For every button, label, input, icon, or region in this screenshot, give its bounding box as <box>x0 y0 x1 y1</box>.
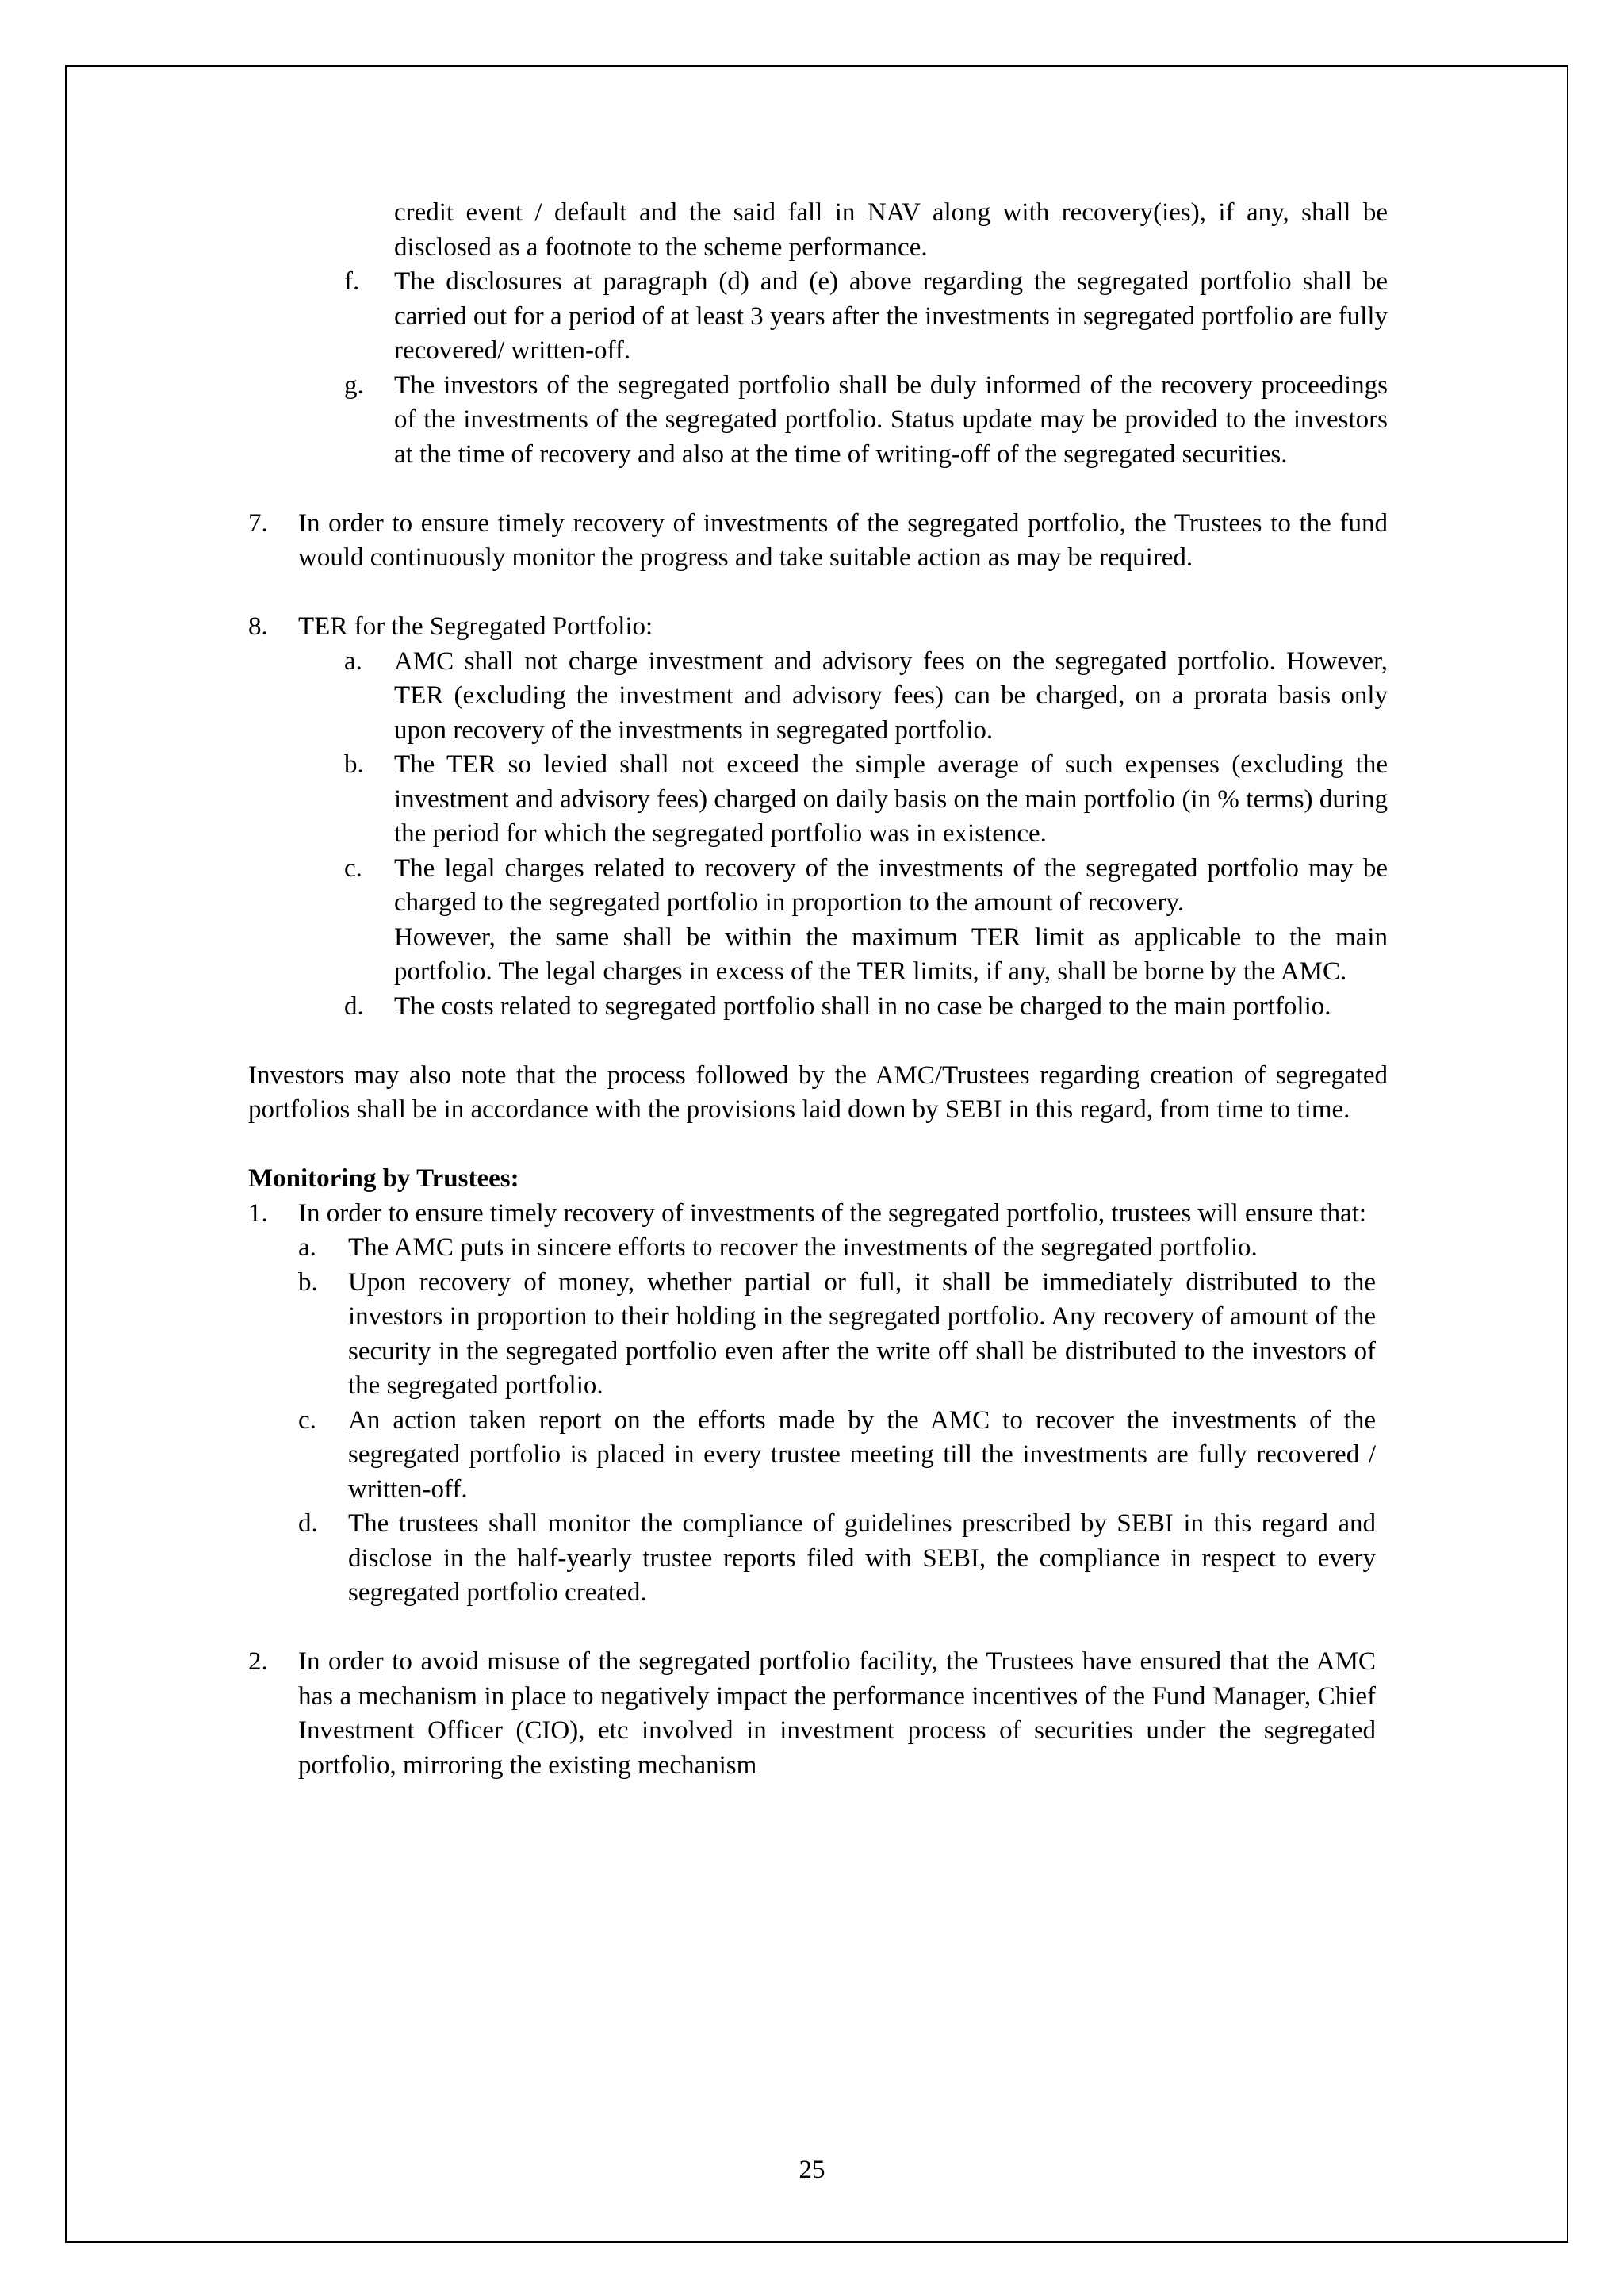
list-text: The disclosures at paragraph (d) and (e) above regarding the segregated portfolio shall be carried out for a period of at least 3 years after the investments in segregated portfolio are fully recovered/ written-off. <box>394 267 1388 365</box>
ter-item-c <box>248 852 1388 990</box>
monitoring-subitem-a <box>248 1231 1376 1266</box>
page-number: 25 <box>799 2156 825 2184</box>
list-text: In order to avoid misuse of the segregated portfolio facility, the Trustees have ensured that the AMC has a mechanism in place to negatively impact the performance incentives of the Fund Manager, Chief Investment Officer (CIO), etc involved in investment process of securities under the segregated portfolio, mirroring the existing mechanism <box>298 1647 1376 1780</box>
list-marker: b. <box>298 1267 318 1297</box>
list-text: AMC shall not charge investment and advisory fees on the segregated portfolio. However, TER (excluding the investment and advisory fees) can be charged, on a prorata basis only upon recovery of the investments in segregated portfolio. <box>394 646 1388 745</box>
list-text: Upon recovery of money, whether partial or full, it shall be immediately distributed to the investors in proportion to their holding in the segregated portfolio. Any recovery of amount of the security in the segregated portfolio even after the write off shall be distributed to the investors of the segregated portfolio. <box>348 1267 1376 1400</box>
investors-note-paragraph: Investors may also note that the process followed by the AMC/Trustees regarding creation of segregated portfolios shall be in accordance with the provisions laid down by SEBI in this regard, from time to time. <box>248 1060 1388 1124</box>
monitoring-item-1 <box>248 1197 1376 1232</box>
list-marker: 1. <box>248 1198 268 1228</box>
list-marker: 2. <box>248 1647 268 1676</box>
list-marker: 7. <box>248 508 268 538</box>
ter-item-b <box>248 748 1388 852</box>
document-body <box>248 196 1388 1783</box>
list-text-continuation: However, the same shall be within the maximum TER limit as applicable to the main portfolio. The legal charges in excess of the TER limits, if any, shall be borne by the AMC. <box>394 922 1388 986</box>
list-marker: b. <box>344 750 364 779</box>
monitoring-subitem-b <box>248 1266 1376 1404</box>
list-item-f <box>248 265 1388 369</box>
list-marker: d. <box>298 1509 318 1538</box>
list-text: In order to ensure timely recovery of investments of the segregated portfolio, the Trustees to the fund would continuously monitor the progress and take suitable action as may be required. <box>298 508 1388 572</box>
list-text: The investors of the segregated portfolio shall be duly informed of the recovery proceedings of the investments of the segregated portfolio. Status update may be provided to the investors at the time of recovery and also at the time of writing-off of the segregated securities. <box>394 370 1388 469</box>
list-marker: f. <box>344 267 360 296</box>
monitoring-subitem-c <box>248 1404 1376 1508</box>
list-text: An action taken report on the efforts made by the AMC to recover the investments of the segregated portfolio is placed in every trustee meeting till the investments are fully recovered / written-off. <box>348 1405 1376 1504</box>
list-item-g <box>248 369 1388 473</box>
list-text: TER for the Segregated Portfolio: <box>298 612 653 641</box>
monitoring-item-2 <box>248 1645 1376 1783</box>
list-marker: a. <box>344 646 362 676</box>
continuation-paragraph: credit event / default and the said fall in NAV along with recovery(ies), if any, shall be disclosed as a footnote to the scheme performance. <box>394 198 1388 262</box>
list-marker: 8. <box>248 612 268 641</box>
list-marker: c. <box>344 853 362 883</box>
monitoring-heading: Monitoring by Trustees: <box>248 1164 519 1193</box>
list-text: The costs related to segregated portfolio shall in no case be charged to the main portfolio. <box>394 991 1331 1021</box>
list-text: The trustees shall monitor the compliance of guidelines prescribed by SEBI in this regard and disclose in the half-yearly trustee reports filed with SEBI, the compliance in respect to every segregated portfolio created. <box>348 1509 1376 1607</box>
list-text: The TER so levied shall not exceed the simple average of such expenses (excluding the investment and advisory fees) charged on daily basis on the main portfolio (in % terms) during the period for which the segregated portfolio was in existence. <box>394 750 1388 848</box>
list-marker: d. <box>344 991 364 1021</box>
ter-item-a <box>248 645 1388 749</box>
list-marker: a. <box>298 1233 316 1262</box>
ter-item-d <box>248 990 1388 1025</box>
list-marker: g. <box>344 370 364 400</box>
list-text: The legal charges related to recovery of the investments of the segregated portfolio may be charged to the segregated portfolio in proportion to the amount of recovery. <box>394 853 1388 917</box>
numbered-item-8 <box>248 610 1388 645</box>
numbered-item-7 <box>248 507 1388 576</box>
list-text: In order to ensure timely recovery of investments of the segregated portfolio, trustees will ensure that: <box>298 1198 1367 1228</box>
monitoring-subitem-d <box>248 1507 1376 1611</box>
monitoring-section <box>248 1197 1388 1784</box>
list-marker: c. <box>298 1405 316 1435</box>
list-text: The AMC puts in sincere efforts to recover the investments of the segregated portfolio. <box>348 1233 1258 1262</box>
